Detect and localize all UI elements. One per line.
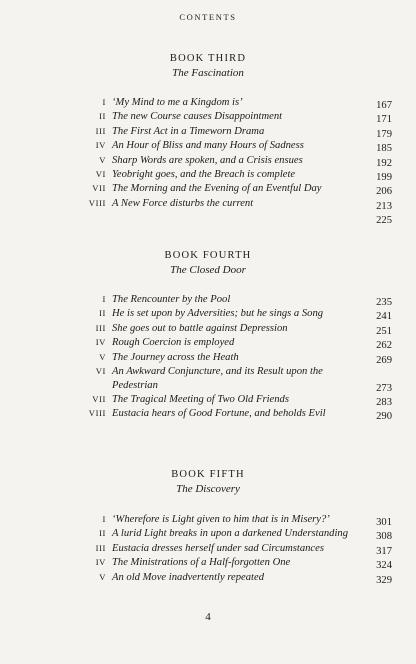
page-number: 241: [376, 311, 392, 323]
page-number: 273: [376, 382, 392, 394]
toc-entry: [0, 139, 416, 153]
toc-entry: [0, 513, 416, 527]
chapter-title: An Awkward Conjuncture, and its Result upon the Pedestrian: [112, 365, 323, 391]
book-third-contents: [0, 96, 416, 226]
page-number: 167: [376, 100, 392, 111]
chapter-number: V: [99, 571, 106, 582]
book-subtitle: The Discovery: [176, 483, 240, 495]
toc-entry: [0, 96, 416, 110]
toc-entry: [0, 556, 416, 570]
chapter-number: V: [99, 351, 106, 362]
page-number: 225: [376, 215, 392, 227]
toc-entry: [0, 351, 416, 365]
page-number: 171: [376, 114, 392, 126]
chapter-title: Rough Coercion is employed: [112, 337, 235, 349]
toc-entry: [0, 168, 416, 182]
book-subtitle: The Closed Door: [170, 264, 246, 276]
toc-entry: [0, 407, 416, 421]
chapter-title: A New Force disturbs the current: [112, 197, 254, 209]
chapter-title: An old Move inadvertently repeated: [112, 571, 264, 583]
chapter-number: VI: [95, 168, 106, 179]
toc-entry: [0, 322, 416, 336]
toc-entry: [0, 365, 416, 393]
chapter-number: III: [95, 125, 106, 136]
chapter-number: IV: [95, 140, 106, 151]
toc-entry: [0, 110, 416, 124]
book-third-heading: [0, 53, 416, 79]
toc-entry: [0, 336, 416, 350]
chapter-title: The new Course causes Disappointment: [112, 111, 283, 123]
chapter-title: Eustacia hears of Good Fortune, and beholds Evil: [112, 408, 326, 420]
chapter-title: The Ministrations of a Half-forgotten One: [112, 557, 291, 569]
chapter-title: Eustacia dresses herself under sad Circumstances: [112, 542, 324, 554]
page-number: 324: [376, 560, 392, 572]
chapter-title: The First Act in a Timeworn Drama: [112, 125, 265, 137]
toc-entry: [0, 393, 416, 407]
chapter-title: Sharp Words are spoken, and a Crisis ensues: [112, 154, 303, 166]
chapter-number: VIII: [88, 197, 106, 208]
book-fourth-heading: [0, 250, 416, 276]
page-number: 262: [376, 340, 392, 352]
book-fifth-heading: [0, 469, 416, 495]
chapter-number: III: [95, 322, 106, 333]
book-title: BOOK FOURTH: [164, 250, 252, 261]
chapter-number: VIII: [88, 408, 106, 419]
page-number: 179: [376, 128, 392, 140]
page-number: 301: [376, 517, 392, 528]
book-title: BOOK FIFTH: [171, 469, 245, 480]
chapter-number: VII: [92, 393, 106, 404]
page-number: 185: [376, 143, 392, 155]
chapter-number: II: [99, 111, 106, 122]
toc-entry: [0, 571, 416, 585]
page-number: 213: [376, 200, 392, 212]
chapter-title: ‘Wherefore is Light given to him that is in Misery?’: [112, 514, 330, 525]
page-number: 283: [376, 396, 392, 408]
toc-entry: [0, 197, 416, 211]
toc-entry: [0, 527, 416, 541]
page-number: 269: [376, 354, 392, 366]
toc-entry: [0, 154, 416, 168]
chapter-number: III: [95, 542, 106, 553]
toc-entry: [0, 307, 416, 321]
page-number: 206: [376, 186, 392, 198]
chapter-number: V: [99, 154, 106, 165]
toc-entry: [0, 542, 416, 556]
book-fifth-contents: [0, 513, 416, 585]
chapter-number: VII: [92, 183, 106, 194]
chapter-number: II: [99, 308, 106, 319]
chapter-title: The Rencounter by the Pool: [112, 294, 231, 305]
toc-entry: [0, 293, 416, 307]
page-folio: 4: [205, 611, 211, 623]
chapter-title: The Morning and the Evening of an Eventful Day: [112, 183, 322, 195]
chapter-title: He is set upon by Adversities; but he sings a Song: [112, 308, 324, 320]
chapter-number: VI: [95, 365, 106, 376]
page-number: 199: [376, 171, 392, 183]
page-number: 290: [376, 411, 392, 423]
page-number: 308: [376, 531, 392, 543]
chapter-title: Yeobright goes, and the Breach is complete: [112, 168, 296, 180]
toc-entry: [0, 182, 416, 196]
chapter-number: II: [99, 528, 106, 539]
chapter-number: I: [102, 514, 106, 524]
running-header: CONTENTS: [179, 12, 237, 22]
chapter-title: She goes out to battle against Depression: [112, 322, 288, 334]
toc-entry: [0, 125, 416, 139]
chapter-number: IV: [95, 337, 106, 348]
book-fourth-contents: [0, 293, 416, 422]
book-subtitle: The Fascination: [172, 67, 244, 79]
chapter-title: An Hour of Bliss and many Hours of Sadness: [112, 140, 304, 152]
page-number: 192: [376, 157, 392, 169]
page-number: 317: [376, 545, 392, 557]
chapter-title: ‘My Mind to me a Kingdom is’: [112, 97, 243, 108]
page-number: 251: [376, 325, 392, 337]
chapter-number: I: [102, 97, 106, 107]
book-title: BOOK THIRD: [169, 53, 247, 64]
chapter-title: The Tragical Meeting of Two Old Friends: [112, 393, 289, 405]
toc-entry: [0, 211, 416, 225]
page-number: 329: [376, 574, 392, 586]
page-number: 235: [376, 297, 392, 308]
chapter-title: A lurid Light breaks in upon a darkened Understanding: [112, 528, 348, 540]
chapter-title: The Journey across the Heath: [112, 351, 239, 363]
chapter-number: IV: [95, 557, 106, 568]
chapter-number: I: [102, 294, 106, 304]
